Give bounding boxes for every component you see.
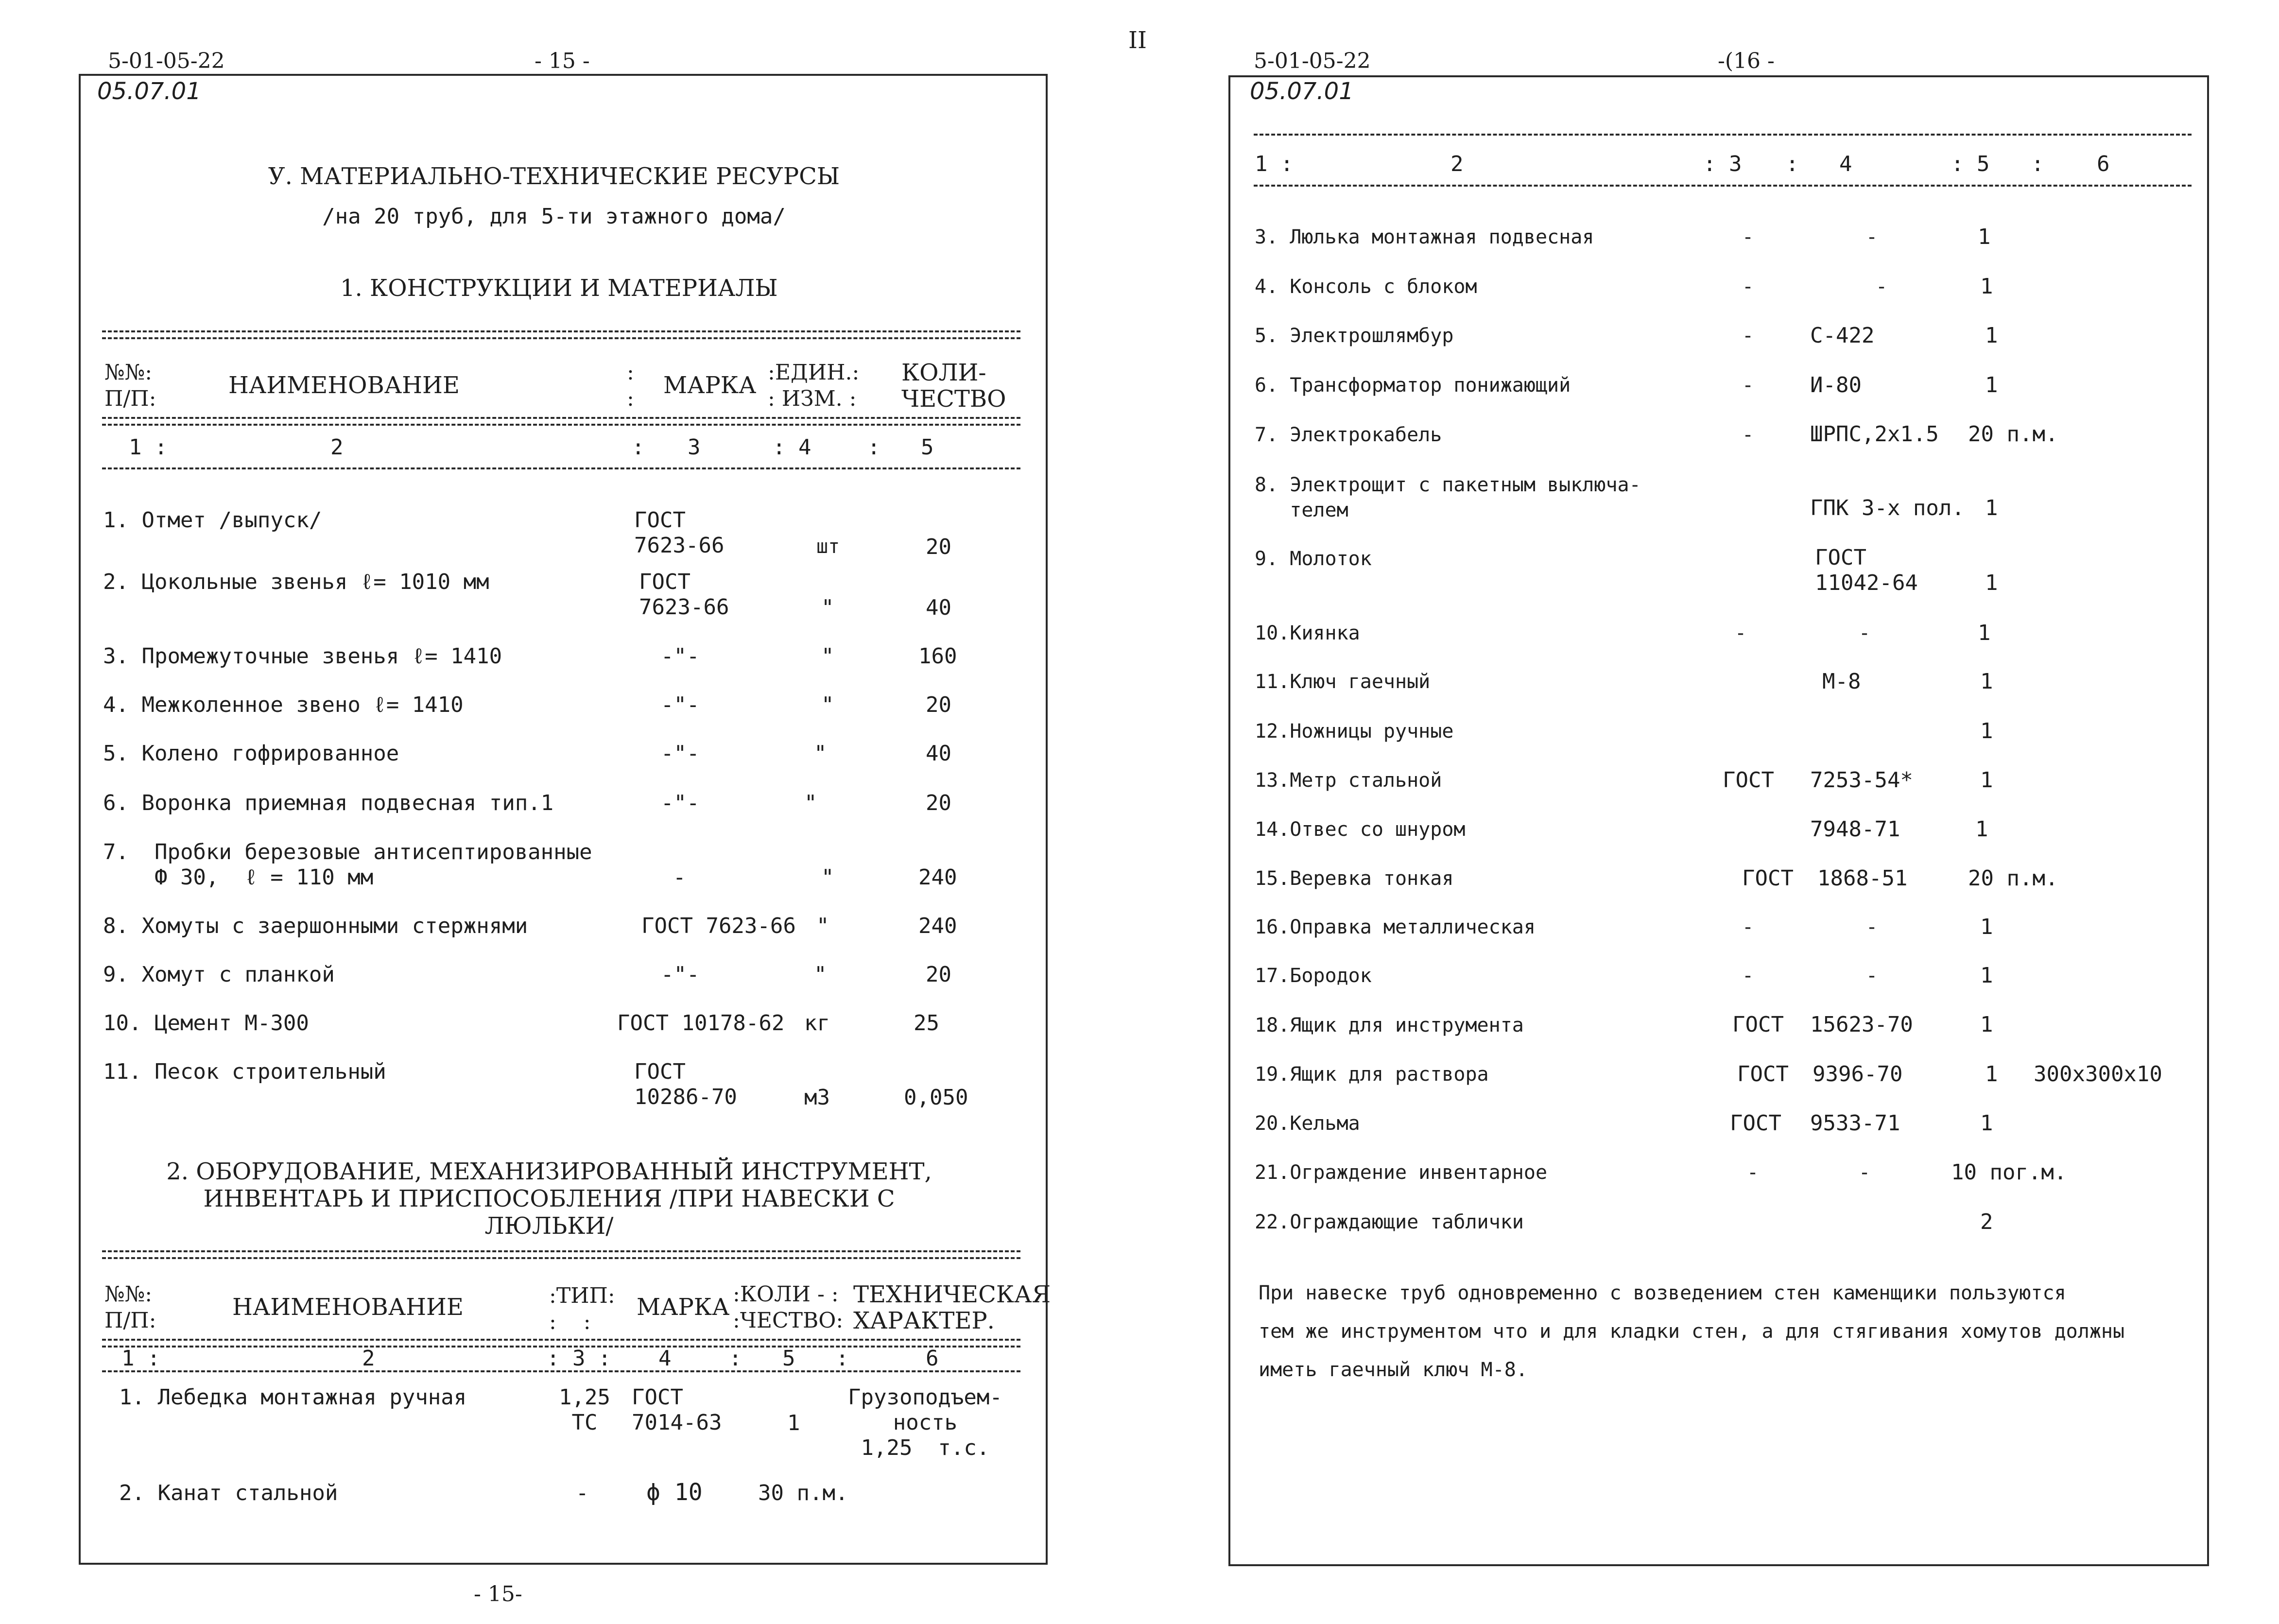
t2-row-name: 2. Канат стальной bbox=[119, 1481, 338, 1505]
r-row-qty: 1 bbox=[1980, 274, 1993, 299]
t1-header-no: №№: П/П: bbox=[104, 360, 156, 411]
r-row-type: ГОСТ bbox=[1732, 1012, 1784, 1037]
r-row-name: 12.Ножницы ручные bbox=[1255, 720, 1454, 743]
r-row-mark: 7253-54* bbox=[1810, 768, 1913, 793]
t1-colnum-4: : 4 bbox=[773, 435, 811, 460]
r-row-name: 18.Ящик для инструмента bbox=[1255, 1014, 1524, 1037]
r-row-mark: - bbox=[1859, 1161, 1871, 1184]
t1-row-mark: -"- bbox=[661, 962, 700, 987]
r-row-type: ГОСТ bbox=[1730, 1111, 1781, 1136]
t2-row-qty: 1 bbox=[787, 1411, 800, 1435]
r-row-qty: 1 bbox=[1985, 373, 1998, 397]
t1-header-rule bbox=[102, 417, 1020, 426]
right-doc-code: 5-01-05-22 bbox=[1254, 49, 1371, 73]
t2-colnum-4: 4 bbox=[658, 1346, 672, 1371]
r-row-type: ГОСТ bbox=[1737, 1062, 1789, 1087]
t1-row-mark: -"- bbox=[661, 791, 700, 815]
r-row-name: 6. Трансформатор понижающий bbox=[1255, 374, 1571, 397]
center-page-mark: II bbox=[1128, 27, 1147, 54]
t2-colnum-1: 1 : bbox=[121, 1346, 160, 1371]
t1-row-unit: " bbox=[821, 865, 834, 890]
t1-row-unit: " bbox=[814, 962, 827, 987]
t1-header-qty: КОЛИ- ЧЕСТВО bbox=[901, 359, 1006, 413]
r-row-mark: - bbox=[1876, 276, 1888, 298]
t1-row-name: 3. Промежуточные звенья ℓ= 1410 bbox=[103, 644, 502, 669]
r-row-name: 11.Ключ гаечный bbox=[1255, 671, 1431, 693]
r-row-name: 14.Отвес со шнуром bbox=[1255, 818, 1466, 841]
r-row-mark: С-422 bbox=[1810, 323, 1875, 348]
t2-colnum-sep2: : bbox=[836, 1346, 849, 1371]
t2-row-qty: 30 п.м. bbox=[758, 1481, 848, 1505]
r-row-qty: 1 bbox=[1980, 1012, 1993, 1037]
t2-header-mark: МАРКА bbox=[637, 1294, 730, 1321]
r-row-qty: 1 bbox=[1980, 1111, 1993, 1136]
right-top-rule bbox=[1254, 134, 2192, 136]
t2-colnum-6: 6 bbox=[926, 1346, 939, 1371]
t1-row-name: 4. Межколенное звено ℓ= 1410 bbox=[103, 692, 464, 717]
t2-row-type: 1,25 TC bbox=[559, 1385, 610, 1435]
t1-row-unit: " bbox=[821, 595, 834, 620]
t2-num-rule bbox=[102, 1370, 1020, 1372]
t1-colnum-sep2: : bbox=[867, 435, 881, 460]
r-row-qty: 1 bbox=[1985, 323, 1998, 348]
r-row-qty: 1 bbox=[1978, 225, 1991, 249]
r-row-name: 17.Бородок bbox=[1255, 965, 1372, 987]
t1-row-qty: 0,050 bbox=[904, 1085, 968, 1110]
r-colnum-sep2: : bbox=[2031, 152, 2044, 176]
t1-colnum-sep: : bbox=[632, 435, 645, 460]
t2-header-name: НАИМЕНОВАНИЕ bbox=[232, 1294, 464, 1321]
t2-top-rule bbox=[102, 1250, 1020, 1259]
t1-row-mark: - bbox=[673, 865, 686, 890]
r-row-mark: 9533-71 bbox=[1810, 1111, 1900, 1136]
r-row-mark: - bbox=[1859, 622, 1871, 644]
r-row-type: - bbox=[1742, 226, 1754, 248]
t2-row-mark: ГОСТ 7014-63 bbox=[632, 1385, 722, 1435]
t1-row-qty: 25 bbox=[914, 1011, 939, 1036]
t1-row-qty: 20 bbox=[926, 791, 951, 815]
t1-row-unit: м3 bbox=[804, 1085, 830, 1110]
r-row-mark: - bbox=[1866, 226, 1878, 248]
r-row-qty: 20 п.м. bbox=[1968, 866, 2058, 891]
r-row-mark: И-80 bbox=[1810, 373, 1862, 397]
t1-row-unit: " bbox=[821, 692, 834, 717]
left-date-stamp: 05.07.01 bbox=[97, 78, 201, 105]
right-num-rule bbox=[1254, 185, 2192, 187]
r-row-type: - bbox=[1742, 325, 1754, 347]
r-row-qty: 1 bbox=[1980, 963, 1993, 988]
r-row-name: 21.Ограждение инвентарное bbox=[1255, 1161, 1548, 1184]
t1-row-qty: 160 bbox=[918, 644, 957, 669]
t1-num-rule bbox=[102, 467, 1020, 469]
left-doc-code: 5-01-05-22 bbox=[108, 49, 225, 73]
left-subtitle: /на 20 труб, для 5-ти этажного дома/ bbox=[322, 204, 786, 229]
t2-header-no: №№: П/П: bbox=[104, 1282, 156, 1333]
section1-heading: 1. КОНСТРУКЦИИ И МАТЕРИАЛЫ bbox=[340, 275, 778, 302]
t1-row-unit: " bbox=[804, 791, 817, 815]
r-colnum-4: 4 bbox=[1839, 152, 1852, 176]
r-row-qty: 1 bbox=[1980, 719, 1993, 743]
t1-row-mark: -"- bbox=[661, 644, 700, 669]
t1-row-name: 10. Цемент М-300 bbox=[103, 1011, 309, 1036]
t1-row-unit: шт bbox=[816, 536, 840, 558]
r-row-qty: 1 bbox=[1980, 915, 1993, 939]
t2-header-tech: ТЕХНИЧЕСКАЯ ХАРАКТЕР. bbox=[853, 1281, 1051, 1334]
t1-row-qty: 240 bbox=[918, 914, 957, 938]
r-row-name: 20.Кельма bbox=[1255, 1112, 1360, 1135]
note-line: тем же инструментом что и для кладки стен, а для стягивания хомутов должны bbox=[1259, 1320, 2125, 1343]
note-line: При навеске труб одновременно с возведением стен каменщики пользуются bbox=[1259, 1282, 2066, 1304]
t1-row-mark: ГОСТ 7623-66 bbox=[641, 914, 796, 938]
r-colnum-2: 2 bbox=[1450, 152, 1464, 176]
t1-colnum-2: 2 bbox=[330, 435, 344, 460]
r-row-name: 22.Ограждающие таблички bbox=[1255, 1211, 1524, 1233]
r-row-mark: - bbox=[1866, 916, 1878, 938]
t1-row-name: 7. Пробки березовые антисептированные Ф 30, ℓ = 110 мм bbox=[103, 840, 592, 890]
note-line: иметь гаечный ключ М-8. bbox=[1259, 1359, 1528, 1381]
r-row-type: - bbox=[1742, 276, 1754, 298]
r-row-type: ГОСТ bbox=[1742, 866, 1794, 891]
t1-row-qty: 40 bbox=[926, 741, 951, 766]
t2-header-qty: :КОЛИ - : :ЧЕСТВО: bbox=[733, 1282, 844, 1333]
t1-row-name: 9. Хомут с планкой bbox=[103, 962, 335, 987]
t1-row-qty: 20 bbox=[926, 692, 951, 717]
r-row-mark: 1868-51 bbox=[1817, 866, 1908, 891]
t1-colnum-1: 1 : bbox=[129, 435, 168, 460]
t1-row-name: 5. Колено гофрированное bbox=[103, 741, 399, 766]
t2-colnum-sep: : bbox=[729, 1346, 742, 1371]
r-row-mark: 15623-70 bbox=[1810, 1012, 1913, 1037]
r-row-name: 10.Киянка bbox=[1255, 622, 1360, 644]
t1-row-mark: -"- bbox=[661, 741, 700, 766]
r-row-name: 9. Молоток bbox=[1255, 548, 1372, 570]
r-row-name: 3. Люлька монтажная подвесная bbox=[1255, 226, 1594, 248]
r-colnum-3: : 3 bbox=[1703, 152, 1742, 176]
r-row-mark: ГПК 3-х пол. bbox=[1810, 496, 1965, 520]
r-row-type: - bbox=[1742, 374, 1754, 397]
t1-row-mark: ГОСТ 7623-66 bbox=[639, 570, 729, 620]
t1-row-name: 1. Отмет /выпуск/ bbox=[103, 508, 322, 533]
t1-header-sep: : : bbox=[627, 360, 634, 411]
t1-header-unit: :ЕДИН.: : ИЗМ. : bbox=[768, 360, 860, 411]
r-row-type: - bbox=[1747, 1161, 1759, 1184]
r-row-qty: 1 bbox=[1980, 669, 1993, 694]
r-row-qty: 1 bbox=[1985, 496, 1998, 520]
r-row-type: - bbox=[1742, 916, 1754, 938]
r-row-qty: 1 bbox=[1980, 768, 1993, 793]
r-row-name: 8. Электрощит с пакетным выключа- телем bbox=[1255, 474, 1641, 521]
t1-colnum-5: 5 bbox=[921, 435, 934, 460]
t1-colnum-3: 3 bbox=[688, 435, 701, 460]
r-row-qty: 2 bbox=[1980, 1209, 1993, 1234]
t1-row-name: 6. Воронка приемная подвесная тип.1 bbox=[103, 791, 554, 815]
r-row-name: 16.Оправка металлическая bbox=[1255, 916, 1536, 938]
t1-header-mark: МАРКА bbox=[663, 372, 757, 399]
left-page-number: - 15 - bbox=[535, 49, 590, 73]
r-row-name: 7. Электрокабель bbox=[1255, 424, 1442, 446]
r-row-mark: М-8 bbox=[1822, 669, 1861, 694]
r-colnum-6: 6 bbox=[2097, 152, 2110, 176]
t2-row-name: 1. Лебедка монтажная ручная bbox=[119, 1385, 467, 1410]
t1-row-unit: кг bbox=[804, 1011, 830, 1036]
section2-heading: 2. ОБОРУДОВАНИЕ, МЕХАНИЗИРОВАННЫЙ ИНСТРУМЕНТ, ИНВЕНТАРЬ И ПРИСПОСОБЛЕНИЯ /ПРИ НАВЕСКИ С ЛЮЛЬКИ/ bbox=[166, 1158, 932, 1240]
r-row-mark: ГОСТ 11042-64 bbox=[1815, 545, 1918, 595]
r-row-mark: ШРПС,2х1.5 bbox=[1810, 422, 1939, 447]
r-row-qty: 1 bbox=[1985, 570, 1998, 595]
t1-row-unit: " bbox=[816, 914, 829, 938]
r-row-name: 4. Консоль с блоком bbox=[1255, 276, 1477, 298]
r-row-qty: 1 bbox=[1985, 1062, 1998, 1087]
t2-header-type: :ТИП: : : bbox=[549, 1283, 615, 1334]
t1-row-mark: ГОСТ 10286-70 bbox=[634, 1059, 737, 1109]
t1-row-name: 11. Песок строительный bbox=[103, 1059, 386, 1084]
left-footer-page-number: - 15- bbox=[474, 1582, 522, 1607]
r-row-name: 15.Веревка тонкая bbox=[1255, 867, 1454, 890]
t2-colnum-2: 2 bbox=[362, 1346, 375, 1371]
r-row-mark: - bbox=[1866, 965, 1878, 987]
t1-row-qty: 20 bbox=[926, 535, 951, 559]
t2-row-mark: ϕ 10 bbox=[646, 1479, 703, 1506]
r-row-type: ГОСТ bbox=[1723, 768, 1774, 793]
t1-header-name: НАИМЕНОВАНИЕ bbox=[228, 372, 460, 399]
r-row-qty: 1 bbox=[1978, 621, 1991, 645]
t2-colnum-5: 5 bbox=[782, 1346, 795, 1371]
t2-row-tech: Грузоподъем- ность 1,25 т.с. bbox=[848, 1385, 1002, 1460]
r-row-name: 13.Метр стальной bbox=[1255, 769, 1442, 792]
r-row-mark: 7948-71 bbox=[1810, 817, 1900, 842]
r-row-type: - bbox=[1742, 424, 1754, 446]
right-date-stamp: 05.07.01 bbox=[1250, 78, 1354, 105]
t1-row-unit: " bbox=[821, 644, 834, 669]
t1-row-mark: -"- bbox=[661, 692, 700, 717]
t1-row-name: 8. Хомуты с заершонными стержнями bbox=[103, 914, 528, 938]
t1-row-qty: 20 bbox=[926, 962, 951, 987]
r-row-tech: 300х300х10 bbox=[2034, 1062, 2162, 1087]
r-row-qty: 10 пог.м. bbox=[1951, 1160, 2067, 1185]
t1-row-name: 2. Цокольные звенья ℓ= 1010 мм bbox=[103, 570, 489, 594]
left-title: У. МАТЕРИАЛЬНО-ТЕХНИЧЕСКИЕ РЕСУРСЫ bbox=[268, 163, 840, 190]
r-row-qty: 20 п.м. bbox=[1968, 422, 2058, 447]
t1-row-mark: ГОСТ 7623-66 bbox=[634, 508, 725, 558]
r-colnum-1: 1 : bbox=[1255, 152, 1294, 176]
t2-colnum-3: : 3 : bbox=[547, 1346, 611, 1371]
t1-row-mark: ГОСТ 10178-62 bbox=[617, 1011, 785, 1036]
r-colnum-sep: : bbox=[1786, 152, 1799, 176]
t1-row-unit: " bbox=[814, 741, 827, 766]
t2-row-type: - bbox=[576, 1481, 589, 1505]
r-row-type: - bbox=[1742, 965, 1754, 987]
r-row-type: - bbox=[1735, 622, 1747, 644]
r-row-name: 5. Электрошлямбур bbox=[1255, 325, 1454, 347]
r-row-mark: 9396-70 bbox=[1813, 1062, 1903, 1087]
t1-row-qty: 240 bbox=[918, 865, 957, 890]
r-colnum-5: : 5 bbox=[1951, 152, 1990, 176]
t1-top-rule bbox=[102, 330, 1020, 339]
t1-row-qty: 40 bbox=[926, 595, 951, 620]
right-page-number: -(16 - bbox=[1718, 49, 1775, 73]
r-row-name: 19.Ящик для раствора bbox=[1255, 1063, 1489, 1086]
r-row-qty: 1 bbox=[1975, 817, 1988, 842]
